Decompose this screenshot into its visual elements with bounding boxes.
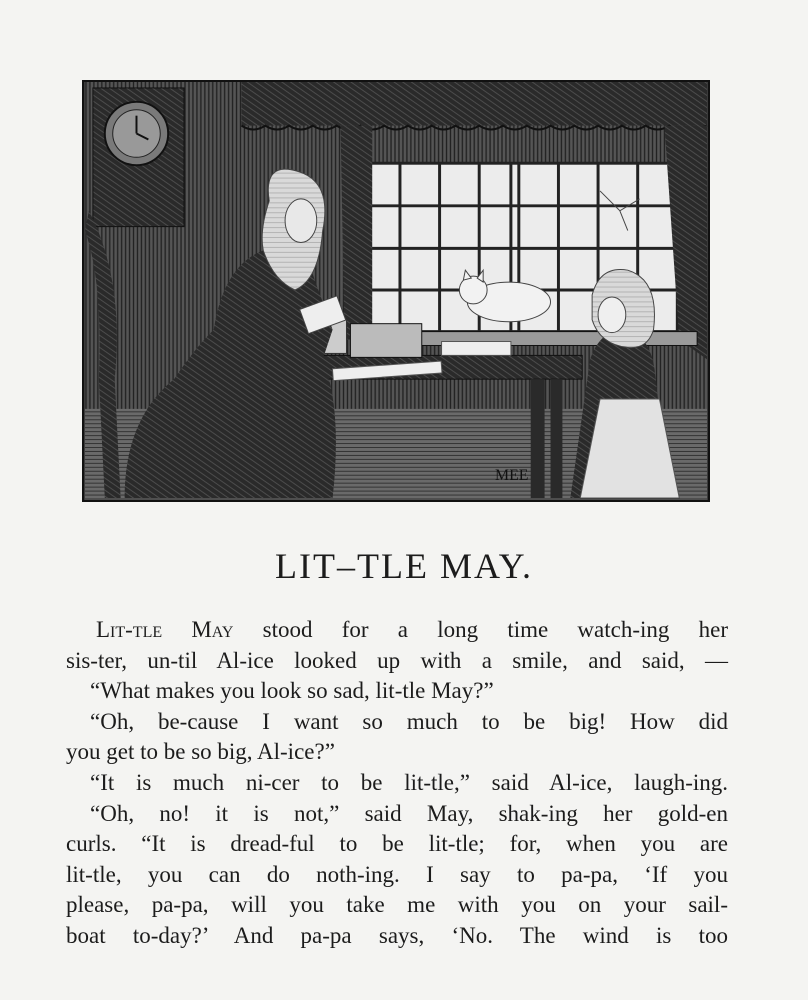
text-line-lead: Lit-tle May (96, 617, 234, 642)
text-line: lit-tle, you can do noth-ing. I say to pa-pa, ‘If you (66, 861, 728, 887)
text-line-rest: stood for a long time watch-ing her (233, 617, 728, 642)
text-line (66, 615, 728, 646)
text-line: curls. “It is dread-ful to be lit-tle; for, when you are (66, 831, 728, 857)
text-line: “Oh, be-cause I want so much to be big! How did (90, 708, 728, 734)
text-line: “What makes you look so sad, lit-tle May?” (90, 678, 494, 704)
text-line: please, pa-pa, will you take me with you on your sail- (66, 892, 728, 918)
text-line: sis-ter, un-til Al-ice looked up with a smile, and said, — (66, 647, 728, 673)
text-line: you get to be so big, Al-ice?” (66, 739, 335, 765)
text-line: boat to-day?’ And pa-pa says, ‘No. The wind is too (66, 922, 728, 948)
wall-clock (93, 88, 184, 227)
text-line: “It is much ni-cer to be lit-tle,” said Al-ice, laugh-ing. (90, 769, 728, 795)
story-title: LIT–TLE MAY. (275, 546, 533, 586)
story-body (66, 615, 728, 952)
artist-signature: MEE (495, 467, 529, 485)
engraving-illustration (82, 80, 710, 502)
text-line: “Oh, no! it is not,” said May, shak-ing her gold-en (90, 800, 728, 826)
